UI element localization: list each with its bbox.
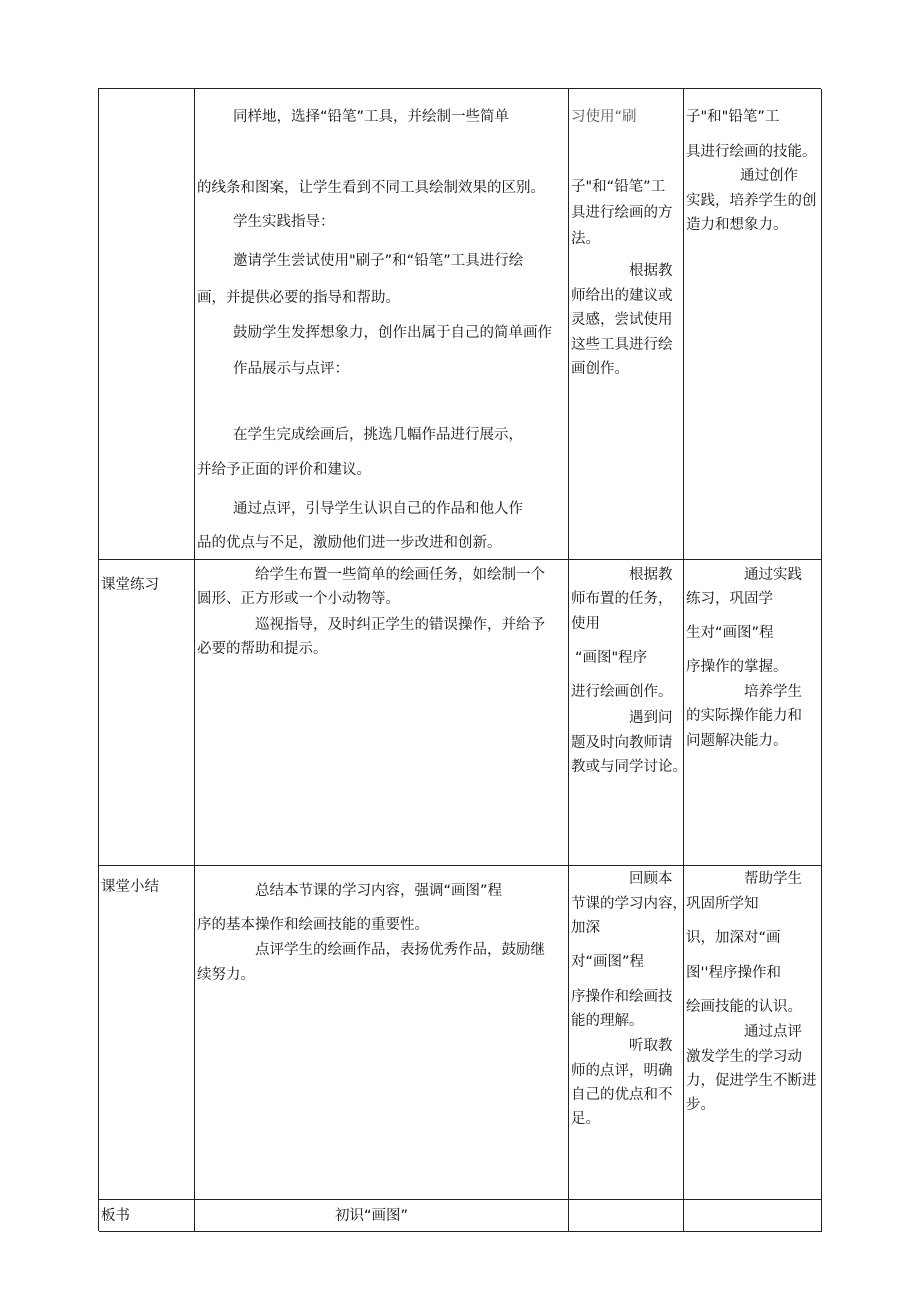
content-line: 学生实践指导： <box>233 214 335 230</box>
row-label: 课堂小结 <box>101 879 159 895</box>
intent-line: 步。 <box>686 1097 715 1113</box>
student-line: 画创作。 <box>571 361 629 377</box>
student-line: 题及时向教师请 <box>571 735 673 751</box>
content-line: 邀请学生尝试使用"刷子”和“铅笔”工具进行绘 <box>233 253 524 269</box>
intent-line: 绘画技能的认识。 <box>686 999 802 1015</box>
student-line: 师给出的建议或 <box>571 288 673 304</box>
content-line: 品的优点与不足，激励他们进一步改进和创新。 <box>197 535 502 551</box>
student-line: 足。 <box>571 1111 600 1127</box>
board-student-cell <box>569 1200 684 1232</box>
content-line: 画，并提供必要的指导和帮助。 <box>197 290 400 306</box>
content-line: 必要的帮助和提示。 <box>197 641 328 657</box>
content-line: 总结本节课的学习内容，强调“画图”程 <box>255 883 503 899</box>
top-intent-cell <box>684 89 822 560</box>
board-intent-cell <box>684 1200 822 1232</box>
student-line: 灵感，尝试使用 <box>571 312 673 328</box>
intent-line: 识，加深对“画 <box>686 930 781 946</box>
intent-line: 序操作的掌握。 <box>686 659 788 675</box>
student-line: 子"和“铅笔”工 <box>571 179 666 195</box>
content-line: 续努力。 <box>197 967 255 983</box>
content-line: 的线条和图案，让学生看到不同工具绘制效果的区别。 <box>197 180 545 196</box>
content-line: 圆形、正方形或一个小动物等。 <box>197 591 400 607</box>
intent-line: 帮助学生 <box>744 871 802 887</box>
practice-label-cell <box>99 560 195 866</box>
intent-line: 通过实践 <box>744 567 802 583</box>
content-line: 序的基本操作和绘画技能的重要性。 <box>197 917 429 933</box>
top-label-cell <box>99 89 195 560</box>
student-line: “画图"程序 <box>575 650 648 666</box>
content-line: 鼓励学生发挥想象力，创作出属于自己的简单画作 <box>233 325 552 341</box>
student-line: 序操作和绘画技 <box>571 989 673 1005</box>
student-line: 遇到问 <box>629 710 673 726</box>
practice-intent-cell <box>684 560 822 866</box>
student-line: 教或与同学讨论。 <box>571 759 687 775</box>
lesson-plan-table <box>98 88 821 1231</box>
student-line: 习使用“刷 <box>571 109 637 125</box>
board-title: 初识“画图” <box>335 1208 409 1224</box>
intent-line: 生对“画图”程 <box>686 625 774 641</box>
top-student-cell <box>569 89 684 560</box>
intent-line: 通过点评 <box>744 1024 802 1040</box>
summary-student-cell <box>569 866 687 1200</box>
content-line: 点评学生的绘画作品，表扬优秀作品，鼓励继 <box>255 942 545 958</box>
summary-intent-cell <box>684 866 822 1200</box>
intent-line: 造力和想象力。 <box>686 217 788 233</box>
content-line: 巡视指导，及时纠正学生的错误操作，并给予 <box>255 617 545 633</box>
practice-content-cell <box>195 560 569 866</box>
student-line: 自己的优点和不 <box>571 1087 673 1103</box>
student-line: 听取教 <box>629 1038 673 1054</box>
student-line: 使用 <box>571 616 600 632</box>
student-line: 师的点评，明确 <box>571 1063 673 1079</box>
intent-line: 练习，巩固学 <box>686 591 773 607</box>
intent-line: 实践，培养学生的创 <box>686 193 817 209</box>
intent-line: 巩固所学知 <box>686 896 759 912</box>
student-line: 法。 <box>571 231 600 247</box>
top-content-cell <box>195 89 569 560</box>
intent-line: 问题解决能力。 <box>686 733 788 749</box>
student-line: 回顾本 <box>629 871 673 887</box>
student-line: 根据教 <box>629 567 673 583</box>
student-line: 进行绘画创作。 <box>571 684 673 700</box>
student-line: 对“画图”程 <box>571 954 645 970</box>
student-line: 节课的学习内容， <box>571 896 687 912</box>
student-line: 根据教 <box>629 263 673 279</box>
content-line: 同样地，选择“铅笔”工具，并绘制一些简单 <box>233 109 510 125</box>
board-label-cell <box>99 1200 195 1232</box>
intent-line: 的实际操作能力和 <box>686 708 802 724</box>
row-label: 板书 <box>101 1208 130 1224</box>
intent-line: 力，促进学生不断进 <box>686 1073 817 1089</box>
practice-student-cell <box>569 560 687 866</box>
intent-line: 具进行绘画的技能。 <box>686 144 817 160</box>
content-line: 给学生布置一些简单的绘画任务，如绘制一个 <box>255 567 545 583</box>
intent-line: 通过创作 <box>740 168 798 184</box>
student-line: 师布置的任务， <box>571 591 673 607</box>
intent-line: 激发学生的学习动 <box>686 1049 802 1065</box>
summary-label-cell <box>99 866 195 1200</box>
intent-line: 图''程序操作和 <box>686 965 781 981</box>
intent-line: 子"和"铅笔”工 <box>686 109 780 125</box>
board-content-cell <box>195 1200 569 1232</box>
student-line: 加深 <box>571 920 600 936</box>
summary-content-cell <box>195 866 569 1200</box>
content-line: 在学生完成绘画后，挑选几幅作品进行展示， <box>233 427 523 443</box>
content-line: 通过点评，引导学生认识自己的作品和他人作 <box>233 501 523 517</box>
content-line: 作品展示与点评： <box>233 361 349 377</box>
content-line: 并给予正面的评价和建议。 <box>197 462 371 478</box>
intent-line: 培养学生 <box>744 684 802 700</box>
student-line: 能的理解。 <box>571 1013 644 1029</box>
student-line: 具进行绘画的方 <box>571 205 673 221</box>
row-label: 课堂练习 <box>101 577 159 593</box>
student-line: 这些工具进行绘 <box>571 337 673 353</box>
